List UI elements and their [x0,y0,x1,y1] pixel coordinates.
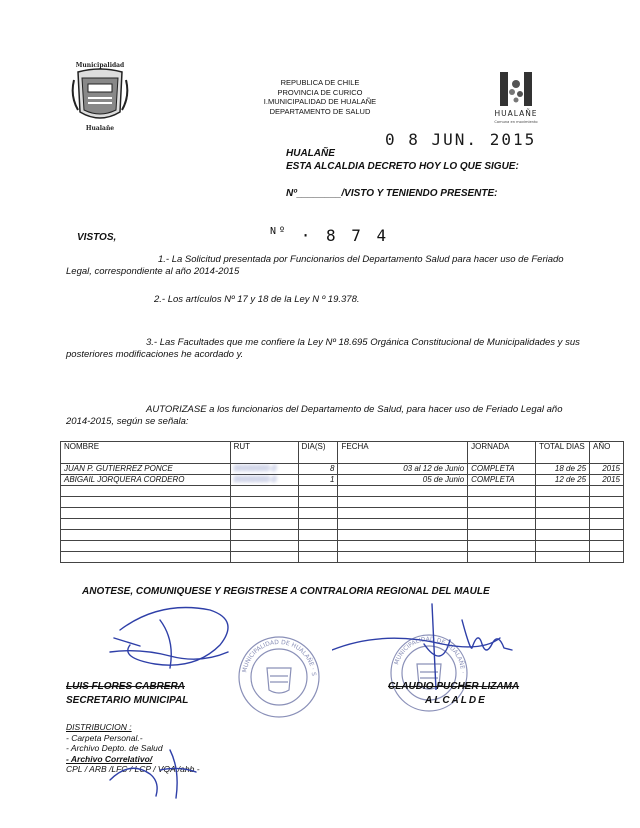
cell-empty [468,497,536,508]
cell-jornada: COMPLETA [468,464,536,475]
table-row-empty [61,541,624,552]
table-row-empty [61,530,624,541]
cell-empty [230,508,298,519]
cell-empty [298,486,338,497]
header-line-country: REPUBLICA DE CHILE [280,78,360,87]
hualane-logo [490,70,542,126]
cell-empty [338,552,468,563]
cell-empty [61,497,231,508]
cell-empty [590,519,624,530]
decree-number-value: · 8 7 4 [300,226,390,245]
cell-jornada: COMPLETA [468,475,536,486]
cell-empty [230,530,298,541]
cell-dias: 8 [298,464,338,475]
cell-anio: 2015 [590,475,624,486]
cell-empty [590,508,624,519]
cell-empty [338,497,468,508]
cell-empty [590,552,624,563]
cell-nombre: JUAN P. GUTIERREZ PONCE [61,464,231,475]
signatory-right-role: ALCALDE [425,695,487,706]
paragraph-3 [66,337,586,361]
crest-top-text: Municipalidad [75,62,125,69]
header-dias: DIA(S) [298,442,338,464]
logo-tagline: Comuna en movimiento [494,120,538,124]
signature-secretario-icon [100,590,250,680]
header-total: TOTAL DIAS [536,442,590,464]
cell-empty [230,486,298,497]
cell-empty [590,486,624,497]
municipal-crest-logo [70,60,130,132]
cell-empty [338,508,468,519]
paragraph-3-text: 3.- Las Facultades que me confiere la Ley Nº 18.695 Orgánica Constitucional de Municipalidades y sus posteriores modificaciones he acordado y. [66,337,580,360]
cell-rut: 00000000-0 [230,464,298,475]
decree-number [270,226,389,245]
header-fecha: FECHA [338,442,468,464]
cell-empty [536,508,590,519]
cell-empty [536,519,590,530]
seal-right-text: MUNICIPALIDAD DE HUALAÑE · [393,635,467,674]
cell-empty [536,486,590,497]
cell-fecha: 03 al 12 de Junio [338,464,468,475]
cell-empty [61,486,231,497]
cell-empty [61,552,231,563]
header-nombre: NOMBRE [61,442,231,464]
paragraph-1-text: 1.- La Solicitud presentada por Funcionarios del Departamento Salud para hacer uso de Feriado Legal, correspondiente al año 2014-2015 [66,254,564,277]
cell-empty [298,552,338,563]
cell-empty [590,541,624,552]
decree-intro: ESTA ALCALDIA DECRETO HOY LO QUE SIGUE: [286,161,519,172]
cell-empty [230,519,298,530]
cell-empty [536,541,590,552]
vistos-label: VISTOS, [77,232,117,243]
signature-alcalde-icon [332,600,532,690]
cell-empty [298,541,338,552]
distribution-item: - Carpeta Personal.- [66,732,143,743]
cell-anio: 2015 [590,464,624,475]
cell-nombre: ABIGAIL JORQUERA CORDERO [61,475,231,486]
cell-empty [468,530,536,541]
signatory-left-role: SECRETARIO MUNICIPAL [66,695,189,706]
table-row-empty [61,519,624,530]
distribution-title: DISTRIBUCION : [66,722,132,732]
cell-total: 12 de 25 [536,475,590,486]
table-row-empty [61,486,624,497]
header-block [205,78,435,116]
cell-dias: 1 [298,475,338,486]
cell-empty [536,530,590,541]
table-empty-rows [61,486,624,563]
header-line-province: PROVINCIA DE CURICO [277,87,363,97]
paragraph-4 [66,404,586,428]
paragraph-1 [66,254,586,278]
table-row-empty [61,497,624,508]
seal-left-text: MUNICIPALIDAD DE HUALAÑE · S [241,638,318,677]
table-row [61,475,624,486]
distribution-item: - Archivo Depto. de Salud [66,743,163,753]
paragraph-4-text: AUTORIZASE a los funcionarios del Departamento de Salud, para hacer uso de Feriado Legal año 2014-2015, según se señala: [66,404,563,427]
cell-empty [468,486,536,497]
initials-signature-icon [100,740,210,800]
decree-number-prefix: Nº [270,226,289,237]
cell-empty [230,541,298,552]
table-row [61,464,624,475]
cell-empty [468,519,536,530]
cell-total: 18 de 25 [536,464,590,475]
closing-statement: ANOTESE, COMUNIQUESE Y REGISTRESE A CONTRALORIA REGIONAL DEL MAULE [82,586,490,597]
signatory-right-name: CLAUDIO PUCHER LIZAMA [388,681,520,692]
crest-bottom-text: Hualañe [85,125,115,132]
cell-empty [61,519,231,530]
cell-empty [61,541,231,552]
leave-table [60,441,624,563]
table-header-row [61,442,624,464]
cell-empty [298,508,338,519]
header-line-department: DEPARTAMENTO DE SALUD [269,106,371,116]
cell-empty [338,541,468,552]
cell-empty [536,497,590,508]
cell-empty [298,530,338,541]
cell-empty [61,508,231,519]
cell-empty [468,508,536,519]
cell-empty [298,497,338,508]
header-line-municipality: I.MUNICIPALIDAD DE HUALAÑE [263,97,377,106]
distribution-item: - Archivo Correlativo/ [66,753,153,764]
paragraph-2: 2.- Los artículos Nº 17 y 18 de la Ley N º 19.378. [154,294,360,305]
table-row-empty [61,508,624,519]
cell-empty [61,530,231,541]
cell-empty [338,486,468,497]
cell-empty [230,552,298,563]
table-row-empty [61,552,624,563]
decree-city: HUALAÑE [286,148,335,159]
cell-empty [590,530,624,541]
cell-empty [536,552,590,563]
date-stamp: 0 8 JUN. 2015 [385,130,537,149]
header-jornada: JORNADA [468,442,536,464]
logo-name: HUALAÑE [494,109,538,118]
header-anio: AÑO [590,442,624,464]
distribution-initials: CPL / ARB /LFC / LCP / VQA /ahb.- [66,764,200,774]
header-rut: RUT [230,442,298,464]
cell-empty [590,497,624,508]
cell-empty [468,552,536,563]
cell-empty [298,519,338,530]
signatory-left-name: LUIS FLORES CABRERA [66,681,185,692]
cell-empty [338,530,468,541]
cell-fecha: 05 de Junio [338,475,468,486]
cell-empty [230,497,298,508]
decree-number-line: Nº________/VISTO Y TENIENDO PRESENTE: [286,188,498,199]
cell-empty [468,541,536,552]
cell-empty [338,519,468,530]
cell-rut: 00000000-0 [230,475,298,486]
